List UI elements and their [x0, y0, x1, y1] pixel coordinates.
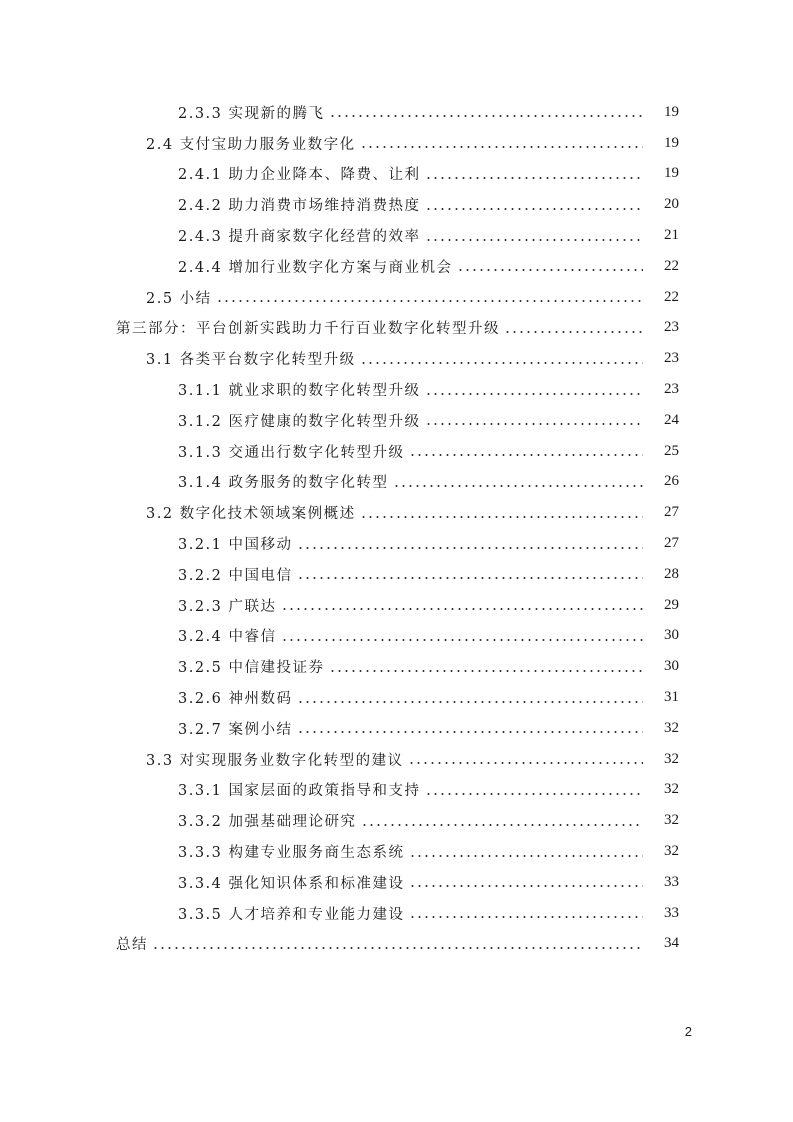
- toc-entry-page: 27: [664, 504, 679, 521]
- toc-entry-page: 32: [664, 843, 679, 860]
- toc-entry-page: 19: [664, 103, 679, 120]
- toc-entry[interactable]: [0, 436, 793, 467]
- dot-leader: [360, 510, 643, 524]
- toc-entry[interactable]: [0, 867, 793, 898]
- toc-entry-page: 30: [664, 658, 679, 675]
- toc-entry-title: 3.3 对实现服务业数字化转型的建议: [146, 752, 404, 769]
- page-number: 2: [684, 1024, 692, 1039]
- dot-leader: [425, 417, 643, 431]
- toc-entry-page: 22: [664, 257, 679, 274]
- dot-leader: [216, 294, 643, 308]
- toc-entry-page: 27: [664, 535, 679, 552]
- toc-entry[interactable]: [0, 128, 793, 159]
- toc-entry[interactable]: [0, 313, 793, 344]
- toc-entry-title: 2.4.1 助力企业降本、降费、让利: [178, 167, 421, 184]
- toc-entry[interactable]: [0, 713, 793, 744]
- dot-leader: [409, 448, 643, 462]
- dot-leader: [409, 849, 643, 863]
- toc-entry-title: 2.4 支付宝助力服务业数字化: [146, 136, 356, 153]
- toc-entry[interactable]: [0, 159, 793, 190]
- toc-entry[interactable]: [0, 744, 793, 775]
- toc-entry-page: 32: [664, 812, 679, 829]
- toc-entry-title: 3.3.2 加强基础理论研究: [178, 814, 357, 831]
- toc-entry[interactable]: [0, 282, 793, 313]
- toc-entry-page: 33: [664, 873, 679, 890]
- toc-entry-page: 23: [664, 350, 679, 367]
- dot-leader: [329, 664, 643, 678]
- toc-entry-page: 23: [664, 319, 679, 336]
- toc-entry-title: 3.2.6 神州数码: [178, 691, 293, 708]
- toc-entry-page: 24: [664, 411, 679, 428]
- toc-entry-title: 3.2.2 中国电信: [178, 567, 293, 584]
- toc-entry-title: 3.3.1 国家层面的政策指导和支持: [178, 783, 421, 800]
- toc-entry-title: 3.2.3 广联达: [178, 598, 277, 615]
- dot-leader: [297, 695, 643, 709]
- toc-entry-title: 2.5 小结: [146, 290, 212, 307]
- dot-leader: [457, 263, 643, 277]
- dot-leader: [360, 140, 643, 154]
- dot-leader: [408, 756, 643, 770]
- dot-leader: [281, 602, 643, 616]
- toc-entry-title: 3.1.1 就业求职的数字化转型升级: [178, 383, 421, 400]
- toc-entry[interactable]: [0, 405, 793, 436]
- toc-entry-page: 19: [664, 134, 679, 151]
- toc-entry[interactable]: [0, 251, 793, 282]
- toc-entry[interactable]: [0, 528, 793, 559]
- toc-entry-title: 3.1.4 政务服务的数字化转型: [178, 475, 389, 492]
- dot-leader: [425, 171, 643, 185]
- toc-entry-title: 3.2.5 中信建投证券: [178, 660, 325, 677]
- toc-entry-title: 2.4.3 提升商家数字化经营的效率: [178, 229, 421, 246]
- toc-entry-title: 3.2 数字化技术领域案例概述: [146, 506, 356, 523]
- toc-entry-page: 22: [664, 288, 679, 305]
- toc-entry-title: 3.2.7 案例小结: [178, 721, 293, 738]
- toc-entry-title: 2.3.3 实现新的腾飞: [178, 105, 325, 122]
- dot-leader: [152, 941, 643, 955]
- dot-leader: [504, 325, 643, 339]
- toc-entry-page: 21: [664, 227, 679, 244]
- toc-entry[interactable]: [0, 374, 793, 405]
- dot-leader: [409, 910, 643, 924]
- toc-entry[interactable]: [0, 343, 793, 374]
- dot-leader: [393, 479, 643, 493]
- dot-leader: [329, 109, 643, 123]
- toc-entry-page: 32: [664, 719, 679, 736]
- dot-leader: [297, 725, 643, 739]
- toc-entry[interactable]: [0, 497, 793, 528]
- toc-entry-title: 3.2.1 中国移动: [178, 537, 293, 554]
- toc-entry-page: 29: [664, 596, 679, 613]
- toc-entry[interactable]: [0, 682, 793, 713]
- toc-entry-title: 3.2.4 中睿信: [178, 629, 277, 646]
- toc-entry-title: 3.3.5 人才培养和专业能力建设: [178, 906, 405, 923]
- dot-leader: [297, 571, 643, 585]
- toc-entry[interactable]: [0, 651, 793, 682]
- toc-entry-page: 32: [664, 750, 679, 767]
- dot-leader: [281, 633, 643, 647]
- toc-entry[interactable]: [0, 189, 793, 220]
- dot-leader: [360, 356, 643, 370]
- toc-entry-title: 2.4.4 增加行业数字化方案与商业机会: [178, 259, 453, 276]
- toc-entry[interactable]: [0, 898, 793, 929]
- toc-entry-title: 总结: [116, 937, 148, 954]
- dot-leader: [409, 879, 643, 893]
- dot-leader: [425, 233, 643, 247]
- toc-entry[interactable]: [0, 559, 793, 590]
- dot-leader: [361, 818, 643, 832]
- toc-entry-page: 19: [664, 165, 679, 182]
- dot-leader: [425, 387, 643, 401]
- toc-entry-page: 26: [664, 473, 679, 490]
- dot-leader: [297, 541, 643, 555]
- dot-leader: [425, 787, 643, 801]
- toc-entry[interactable]: [0, 836, 793, 867]
- toc-entry[interactable]: [0, 775, 793, 806]
- toc-entry-page: 34: [664, 935, 679, 952]
- toc-entry[interactable]: [0, 97, 793, 128]
- toc-entry-title: 第三部分：平台创新实践助力千行百业数字化转型升级: [116, 321, 500, 338]
- toc-entry[interactable]: [0, 929, 793, 960]
- toc-entry-title: 3.1 各类平台数字化转型升级: [146, 352, 356, 369]
- dot-leader: [425, 202, 643, 216]
- toc-entry-page: 25: [664, 442, 679, 459]
- toc-entry[interactable]: [0, 805, 793, 836]
- toc-entry[interactable]: [0, 590, 793, 621]
- table-of-contents: [0, 97, 793, 959]
- toc-entry[interactable]: [0, 220, 793, 251]
- toc-entry[interactable]: [0, 621, 793, 652]
- toc-entry-page: 31: [664, 689, 679, 706]
- toc-entry-title: 3.3.4 强化知识体系和标准建设: [178, 875, 405, 892]
- toc-entry-title: 3.3.3 构建专业服务商生态系统: [178, 845, 405, 862]
- toc-entry-title: 2.4.2 助力消费市场维持消费热度: [178, 198, 421, 215]
- toc-entry-page: 33: [664, 904, 679, 921]
- toc-entry-page: 30: [664, 627, 679, 644]
- toc-entry-page: 20: [664, 196, 679, 213]
- toc-entry-page: 23: [664, 381, 679, 398]
- toc-entry-page: 32: [664, 781, 679, 798]
- toc-entry-title: 3.1.3 交通出行数字化转型升级: [178, 444, 405, 461]
- toc-entry[interactable]: [0, 467, 793, 498]
- toc-entry-page: 28: [664, 565, 679, 582]
- toc-entry-title: 3.1.2 医疗健康的数字化转型升级: [178, 413, 421, 430]
